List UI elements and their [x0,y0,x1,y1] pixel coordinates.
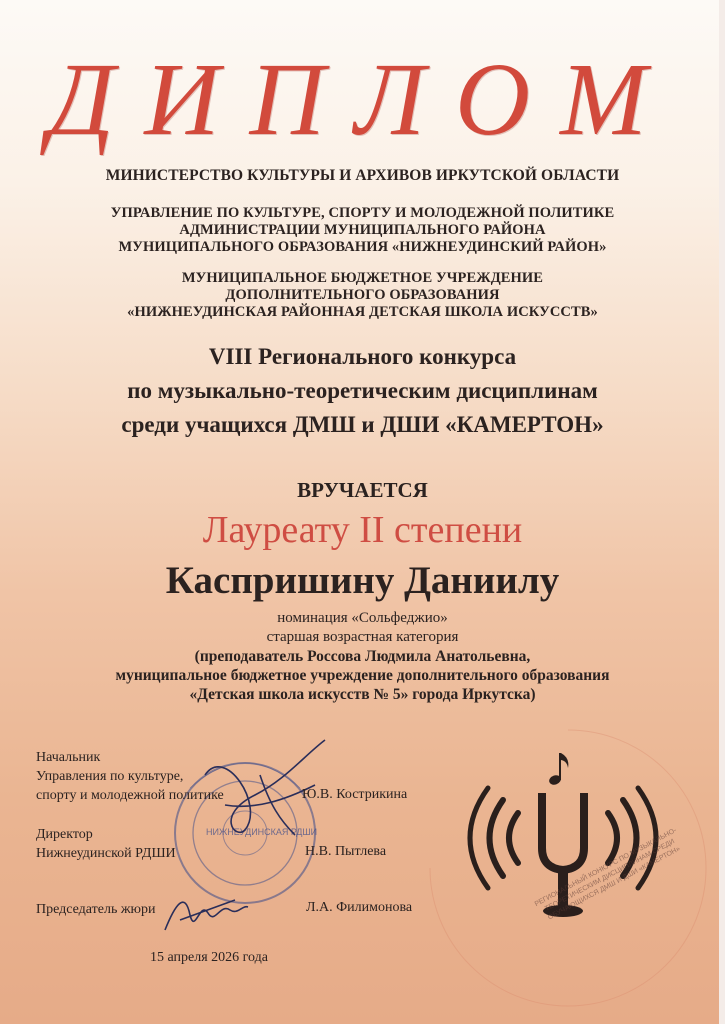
kamerton-logo [418,718,718,1018]
signature-role-head: Начальник Управления по культуре, спорту и молодежной политике [36,750,224,803]
school-line: ДОПОЛНИТЕЛЬНОГО ОБРАЗОВАНИЯ [225,287,500,303]
awarded-label: ВРУЧАЕТСЯ [297,478,428,502]
teacher-line: муниципальное бюджетное учреждение дополнительного образования [115,667,610,684]
school-line: «НИЖНЕУДИНСКАЯ РАЙОННАЯ ДЕТСКАЯ ШКОЛА ИСКУССТВ» [127,304,598,320]
contest-line: VIII Регионального конкурса [208,344,517,369]
signature-name-head: Ю.В. Кострикина [302,787,408,802]
school-line: МУНИЦИПАЛЬНОЕ БЮДЖЕТНОЕ УЧРЕЖДЕНИЕ [181,270,544,286]
signature-role-jury: Председатель жюри [36,902,156,917]
award-details [0,609,725,704]
administration-heading [0,205,725,256]
teacher-line: «Детская школа искусств № 5» города Иркутска) [189,686,536,703]
contest-line: по музыкально-теоретическим дисциплинам [127,378,598,403]
school-heading [0,270,725,321]
teacher-line: (преподаватель Россова Людмила Анатольевна, [194,648,531,665]
age-category: старшая возрастная категория [266,629,459,645]
nomination: номинация «Сольфеджио» [277,610,448,626]
signature-jury [160,885,250,940]
administration-line: АДМИНИСТРАЦИИ МУНИЦИПАЛЬНОГО РАЙОНА [179,222,546,238]
ministry-heading: МИНИСТЕРСТВО КУЛЬТУРЫ И АРХИВОВ ИРКУТСКОЙ ОБЛАСТИ [105,167,620,184]
diploma-title: ДИПЛОМ [48,42,677,157]
administration-line: МУНИЦИПАЛЬНОГО ОБРАЗОВАНИЯ «НИЖНЕУДИНСКИЙ РАЙОН» [118,239,607,255]
contest-line: среди учащихся ДМШ и ДШИ «КАМЕРТОН» [121,412,604,437]
signature-role-director: Директор Нижнеудинской РДШИ [36,827,176,861]
contest-title [0,340,725,442]
stamp-text: НИЖНЕУДИНСКАЯ РДШИ [206,827,318,837]
recipient-name: Каспришину Даниилу [165,559,560,602]
signature-name-director: Н.В. Пытлева [305,844,387,859]
signature-name-jury: Л.А. Филимонова [306,900,413,915]
laureate-degree: Лауреату II степени [202,509,523,551]
logo-text: РЕГИОНАЛЬНЫЙ КОНКУРС ПО МУЗЫКАЛЬНО-ТЕОРЕТИЧЕСКИМ ДИСЦИПЛИНАМ СРЕДИ ОБУЧАЮЩИХСЯ ДМШ И ДШИ «КАМЕРТОН» [533,827,682,922]
issue-date: 15 апреля 2026 года [150,950,268,965]
administration-line: УПРАВЛЕНИЕ ПО КУЛЬТУРЕ, СПОРТУ И МОЛОДЕЖНОЙ ПОЛИТИКЕ [110,205,615,221]
